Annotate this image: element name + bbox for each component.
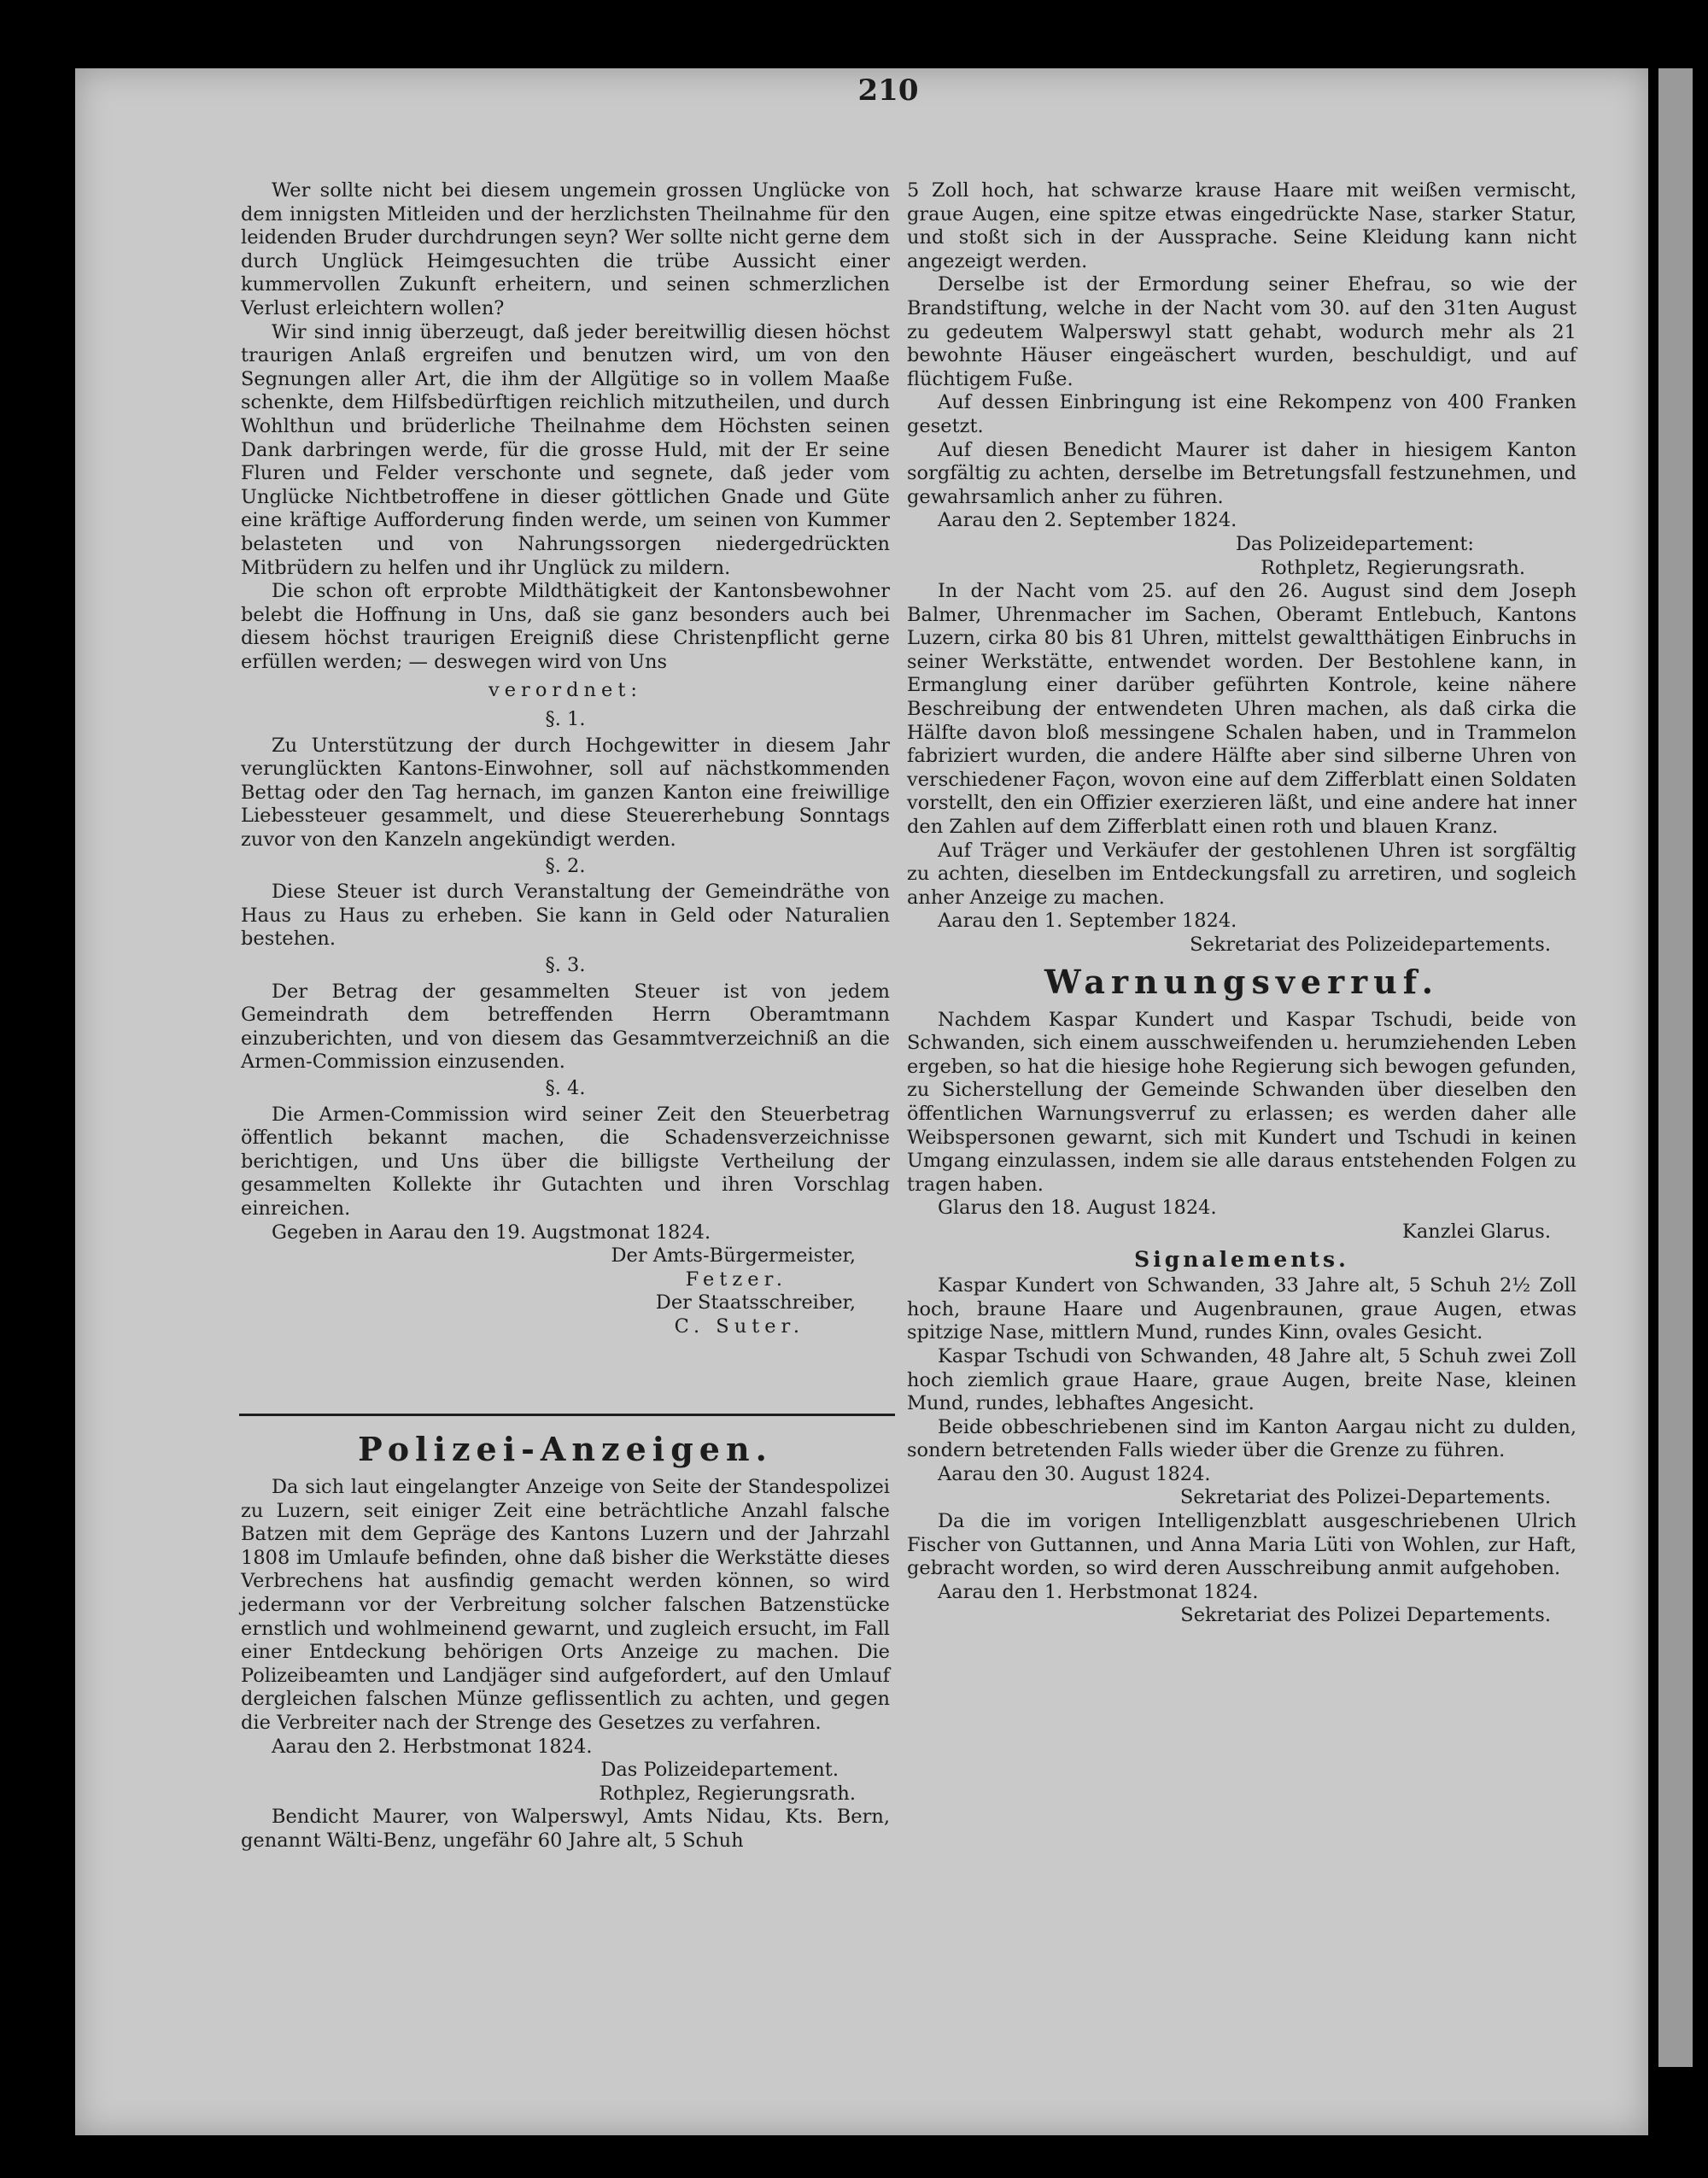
page-number: 210	[857, 73, 919, 108]
signature-title-1: Der Amts-Bürgermeister,	[611, 1244, 856, 1268]
section-2-text: Diese Steuer ist durch Veranstaltung der Gemeindräthe von Haus zu Haus zu erheben. Sie kann in Geld oder Naturalien bestehen.	[241, 881, 890, 951]
signature-name-1: Fetzer.	[685, 1268, 787, 1291]
left-column-police	[241, 1425, 890, 1853]
final-notice-signature: Sekretariat des Polizei Departements.	[1180, 1604, 1551, 1627]
polizei-signature-dept: Das Polizeidepartement.	[600, 1759, 839, 1782]
section-1-text: Zu Unterstützung der durch Hochgewitter in diesem Jahr verunglückten Kantons-Einwohner, soll auf nächstkommenden Bettag oder den Tag hernach, im ganzen Kanton eine freiwillige Liebessteuer gesammelt, und diese Steuererhebung Sonntags zuvor von den Kanzeln angekündigt werden.	[241, 734, 890, 852]
maurer-text-start: Bendicht Maurer, von Walperswyl, Amts Nidau, Kts. Bern, genannt Wälti-Benz, ungefähr 60 Jahre alt, 5 Schuh	[241, 1806, 890, 1852]
signalement-date: Aarau den 30. August 1824.	[938, 1462, 1211, 1485]
maurer-signature-name: Rothpletz, Regierungsrath.	[1261, 556, 1525, 579]
maurer-paragraph-3: Auf dessen Einbringung ist eine Rekompenz von 400 Franken gesetzt.	[907, 391, 1576, 437]
polizei-date: Aarau den 2. Herbstmonat 1824.	[272, 1735, 593, 1758]
polizei-heading: Polizei-Anzeigen.	[358, 1430, 773, 1468]
section-4-text: Die Armen-Commission wird seiner Zeit den Steuerbetrag öffentlich bekannt machen, die Schadensverzeichnisse berichtigen, und Uns über die billigste Vertheilung der gesammelten Kollekte ihr Gutachten und ihren Vorschlag einreichen.	[241, 1103, 890, 1220]
signature-name-2: C. Suter.	[674, 1314, 804, 1338]
warnung-date: Glarus den 18. August 1824.	[938, 1197, 1217, 1220]
maurer-date: Aarau den 2. September 1824.	[938, 509, 1237, 532]
maurer-text-continued: 5 Zoll hoch, hat schwarze krause Haare mit weißen vermischt, graue Augen, eine spitze etwas eingedrückte Nase, starker Statur, und stoßt sich in der Aussprache. Seine Kleidung kann nicht angezeigt werden.	[907, 179, 1576, 272]
signalement-signature: Sekretariat des Polizei-Departements.	[1179, 1486, 1551, 1509]
section-3-text: Der Betrag der gesammelten Steuer ist von jedem Gemeindrath dem betreffenden Herrn Oberamtmann einzuberichten, und von diesem das Gesammtverzeichniß an die Armen-Commission einzusenden.	[241, 980, 890, 1074]
intro-paragraph-2: Wir sind innig überzeugt, daß jeder bereitwillig diesen höchst traurigen Anlaß ergreifen und benutzen wird, um von den Segnungen aller Art, die ihm der Allgütige so in vollem Maaße schenkte, dem Hilfsbedürftigen reichlich mitzutheilen, und durch Wohlthun und brüderliche Theilnahme dem Höchsten seinen Dank darbringen werde, für die grosse Huld, mit der Er seine Fluren und Felder verschonte und segnete, daß jeder vom Unglücke Nichtbetroffene in dieser göttlichen Gnade und Güte eine kräftige Aufforderung finden werde, um seinen von Kummer belasteten und von Nahrungssorgen niedergedrückten Mitbrüdern zu helfen und ihr Unglück zu mildern.	[241, 320, 890, 579]
uhren-paragraph-2: Auf Träger und Verkäufer der gestohlenen Uhren ist sorgfältig zu achten, dieselben im Entdeckungsfall zu arretiren, und sogleich anher Anzeige zu machen.	[907, 839, 1576, 909]
warnung-signature: Kanzlei Glarus.	[1402, 1220, 1551, 1243]
intro-paragraph-1: Wer sollte nicht bei diesem ungemein grossen Unglücke von dem innigsten Mitleiden und der herzlichsten Theilnahme für den leidenden Bruder durchdrungen seyn? Wer sollte nicht gerne dem durch Unglück Heimgesuchten die trübe Aussicht einer kummervollen Zukunft erheitern, und seinen schmerzlichen Verlust erleichtern wollen?	[241, 179, 890, 319]
given-date: Gegeben in Aarau den 19. Augstmonat 1824.	[272, 1221, 711, 1244]
uhren-text: In der Nacht vom 25. auf den 26. August sind dem Joseph Balmer, Uhrenmacher im Sachen, Oberamt Entlebuch, Kantons Luzern, cirka 80 bis 81 Uhren, mittelst gewaltthätigen Einbruchs in seiner Werkstätte, entwendet worden. Der Bestohlene kann, in Ermanglung einer darüber geführten Kontrole, keine nähere Beschreibung der entwendeten Uhren machen, als daß cirka die Hälfte davon bloß messingene Schalen haben, und in Trammelon fabriziert wurden, die andere Hälfte aber sind silberne Uhren von verschiedener Façon, wovon eine auf dem Zifferblatt einen Soldaten vorstellt, den ein Offizier exerzieren läßt, und eine andere hat inner den Zahlen auf dem Zifferblatt einen roth und blauen Kranz.	[907, 580, 1576, 839]
polizei-text: Da sich laut eingelangter Anzeige von Seite der Standespolizei zu Luzern, seit einiger Zeit eine beträchtliche Anzahl falsche Batzen mit dem Gepräge des Kantons Luzern und der Jahrzahl 1808 im Umlaufe befinden, ohne daß bisher die Werkstätte dieses Verbrechens hat ausfindig gemacht werden können, so wird jedermann vor der Verbreitung solcher falschen Batzenstücke ernstlich und wohlmeinend gewarnt, und zugleich ersucht, im Fall einer Entdeckung behörigen Orts Anzeige zu machen. Die Polizeibeamten und Landjäger sind aufgefordert, auf den Umlauf dergleichen falschen Münze geflissentlich zu achten, und gegen die Verbreiter nach der Strenge des Gesetzes zu verfahren.	[241, 1476, 890, 1734]
right-column	[907, 179, 1576, 1628]
signalement-tschudi: Kaspar Tschudi von Schwanden, 48 Jahre alt, 5 Schuh zwei Zoll hoch ziemlich graue Haare, graue Augen, breite Nase, kleinen Mund, rundes, lebhaftes Angesicht.	[907, 1344, 1576, 1415]
left-column	[241, 179, 890, 1339]
uhren-signature: Sekretariat des Polizeidepartements.	[1190, 934, 1551, 956]
next-page-edge	[1658, 68, 1693, 2067]
warnung-text: Nachdem Kaspar Kundert und Kaspar Tschudi, beide von Schwanden, sich einem ausschweifenden u. herumziehenden Leben ergeben, so hat die hiesige hohe Regierung sich bewogen gefunden, zu Sicherstellung der Gemeinde Schwanden über dieselben den öffentlichen Warnungsverruf zu erlassen; es werden daher alle Weibspersonen gewarnt, sich mit Kundert und Tschudi in keinen Umgang einzulassen, indem sie alle daraus entstehenden Folgen zu tragen haben.	[907, 1008, 1576, 1196]
section-divider	[239, 1414, 895, 1416]
intro-paragraph-3: Die schon oft erprobte Mildthätigkeit der Kantonsbewohner belebt die Hoffnung in Uns, daß sie ganz besonders auch bei diesem höchst traurigen Ereigniß diese Christenpflicht gerne erfüllen werden; — deswegen wird von Uns	[241, 580, 890, 673]
maurer-paragraph-2: Derselbe ist der Ermordung seiner Ehefrau, so wie der Brandstiftung, welche in der Nacht vom 30. auf den 31ten August zu gedeutem Walperswyl statt gehabt, wodurch mehr als 21 bewohnte Häuser eingeäschert wurden, beschuldigt, und auf flüchtigem Fuße.	[907, 273, 1576, 390]
section-mark-4: §. 4.	[545, 1076, 586, 1099]
warnung-heading: Warnungsverruf.	[1044, 962, 1439, 1001]
section-mark-1: §. 1.	[545, 708, 586, 731]
signature-title-2: Der Staatsschreiber,	[655, 1291, 856, 1314]
signalement-kundert: Kaspar Kundert von Schwanden, 33 Jahre alt, 5 Schuh 2½ Zoll hoch, braune Haare und Augenbraunen, graue Augen, etwas spitzige Nase, mittlern Mund, rundes Kinn, ovales Gesicht.	[907, 1274, 1576, 1344]
maurer-paragraph-4: Auf diesen Benedicht Maurer ist daher in hiesigem Kanton sorgfältig zu achten, derselbe im Betretungsfall festzunehmen, und gewahrsamlich anher zu führen.	[907, 438, 1576, 508]
verordnet-heading: verordnet:	[488, 679, 642, 702]
final-notice-date: Aarau den 1. Herbstmonat 1824.	[938, 1580, 1259, 1603]
section-mark-2: §. 2.	[545, 854, 586, 877]
uhren-date: Aarau den 1. September 1824.	[938, 910, 1237, 933]
section-mark-3: §. 3.	[545, 954, 586, 976]
maurer-signature-dept: Das Polizeidepartement:	[1235, 532, 1474, 555]
signalement-note: Beide obbeschriebenen sind im Kanton Aargau nicht zu dulden, sondern betretenden Falls wieder über die Grenze zu führen.	[907, 1415, 1576, 1462]
signalements-heading: Signalements.	[1134, 1246, 1349, 1272]
final-notice-text: Da die im vorigen Intelligenzblatt ausgeschriebenen Ulrich Fischer von Guttannen, und Anna Maria Lüti von Wohlen, zur Haft, gebracht worden, so wird deren Ausschreibung anmit aufgehoben.	[907, 1510, 1576, 1580]
polizei-signature-name: Rothplez, Regierungsrath.	[599, 1782, 856, 1805]
